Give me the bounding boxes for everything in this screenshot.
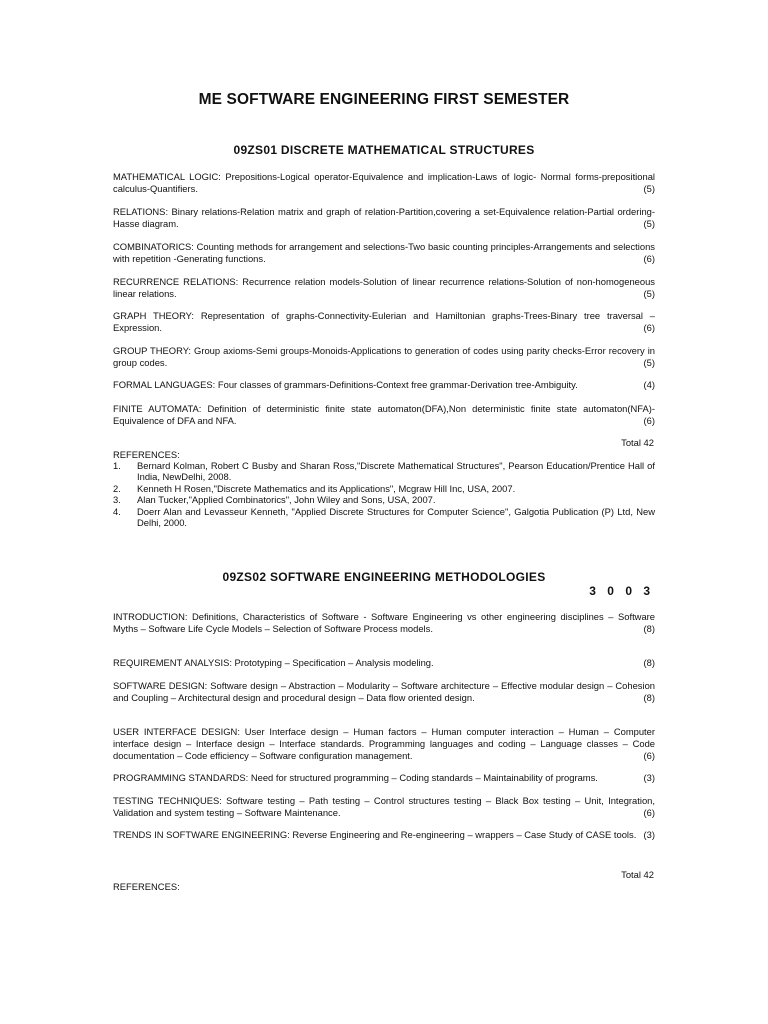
syllabus-topic: [113, 379, 655, 391]
topic-hours: (8): [643, 692, 655, 703]
references-heading: REFERENCES:: [113, 449, 180, 460]
topic-hours: (6): [643, 750, 655, 761]
syllabus-topic: [113, 680, 655, 704]
total-hours: Total 42: [621, 437, 654, 448]
reference-number: 4.: [113, 505, 121, 517]
syllabus-topic: [113, 657, 655, 669]
topic-hours: (3): [643, 829, 655, 840]
topic-text: GRAPH THEORY: Representation of graphs-Connectivity-Eulerian and Hamiltonian graphs-Trees-Binary tree traversal – Expression.: [113, 310, 655, 333]
syllabus-topic: [113, 206, 655, 230]
syllabus-topic: [113, 241, 655, 265]
topic-text: REQUIREMENT ANALYSIS: Prototyping – Specification – Analysis modeling.: [113, 657, 434, 668]
references-list: [113, 460, 655, 528]
course-title: 09ZS02 SOFTWARE ENGINEERING METHODOLOGIES: [222, 570, 546, 584]
topic-text: RELATIONS: Binary relations-Relation matrix and graph of relation-Partition,covering a set-Equivalence relation-Partial ordering-Hasse diagram.: [113, 206, 655, 229]
syllabus-topic: [113, 276, 655, 300]
syllabus-topic: [113, 726, 655, 762]
topic-hours: (4): [643, 379, 655, 390]
topic-text: INTRODUCTION: Definitions, Characteristics of Software - Software Engineering vs other engineering disciplines – Software Myths – Software Life Cycle Models – Selection of Software Process models.: [113, 611, 655, 634]
reference-number: 1.: [113, 460, 121, 471]
topic-hours: (5): [643, 357, 655, 368]
topic-text: FORMAL LANGUAGES: Four classes of grammars-Definitions-Context free grammar-Derivation tree-Ambiguity.: [113, 379, 578, 390]
course-title: 09ZS01 DISCRETE MATHEMATICAL STRUCTURES: [233, 143, 535, 157]
reference-number: 2.: [113, 482, 121, 494]
topic-hours: (6): [643, 807, 655, 818]
syllabus-topic: [113, 403, 655, 427]
syllabus-topic: [113, 171, 655, 195]
topic-text: PROGRAMMING STANDARDS: Need for structured programming – Coding standards – Maintainability of programs.: [113, 772, 598, 783]
syllabus-topic: [113, 345, 655, 369]
topic-text: SOFTWARE DESIGN: Software design – Abstraction – Modularity – Software architecture – Effective modular design – Cohesion and Coupling – Architectural design and procedural design – Data flow oriented design.: [113, 680, 655, 703]
syllabus-topic: [113, 829, 655, 841]
topic-text: MATHEMATICAL LOGIC: Prepositions-Logical operator-Equivalence and implication-Laws of logic- Normal forms-prepositional calculus-Quantifiers.: [113, 171, 655, 194]
reference-item: [113, 460, 655, 483]
topic-hours: (6): [643, 253, 655, 264]
topic-text: RECURRENCE RELATIONS: Recurrence relation models-Solution of linear recurrence relations-Solution of non-homogeneous linear relations.: [113, 276, 655, 299]
reference-number: 3.: [113, 494, 121, 506]
topic-hours: (5): [643, 218, 655, 229]
topic-text: TESTING TECHNIQUES: Software testing – Path testing – Control structures testing – Black Box testing – Unit, Integration, Validation and system testing – Software Maintenance.: [113, 795, 655, 818]
reference-item: [113, 494, 655, 505]
syllabus-topic: [113, 611, 655, 635]
topic-text: COMBINATORICS: Counting methods for arrangement and selections-Two basic counting principles-Arrangements and selections with repetition -Generating functions.: [113, 241, 655, 264]
reference-text: Bernard Kolman, Robert C Busby and Sharan Ross,"Discrete Mathematical Structures", Pearson Education/Prentice Hall of India, NewDelhi, 2008.: [137, 460, 655, 483]
reference-text: Alan Tucker,"Applied Combinatorics", John Wiley and Sons, USA, 2007.: [137, 494, 436, 506]
topic-text: TRENDS IN SOFTWARE ENGINEERING: Reverse Engineering and Re-engineering – wrappers – Case Study of CASE tools.: [113, 829, 637, 840]
topic-text: GROUP THEORY: Group axioms-Semi groups-Monoids-Applications to generation of codes using parity checks-Error recovery in group codes.: [113, 345, 655, 368]
topic-hours: (6): [643, 322, 655, 333]
page-title: ME SOFTWARE ENGINEERING FIRST SEMESTER: [198, 91, 570, 108]
reference-text: Kenneth H Rosen,"Discrete Mathematics and its Applications", Mcgraw Hill Inc, USA, 2007.: [137, 482, 516, 494]
reference-item: [113, 506, 655, 529]
topic-hours: (5): [643, 288, 655, 299]
references-heading: REFERENCES:: [113, 881, 180, 892]
syllabus-topic: [113, 310, 655, 334]
topic-hours: (3): [643, 772, 655, 783]
total-hours: Total 42: [621, 869, 654, 880]
topic-hours: (8): [643, 623, 655, 634]
topic-hours: (8): [643, 657, 655, 668]
topic-text: USER INTERFACE DESIGN: User Interface design – Human factors – Human computer interaction – Human – Computer interface design – Interface design – Interface standards. Programming languages and coding – Language classes – Code documentation – Code efficiency – Software configuration management.: [113, 726, 655, 761]
syllabus-topic: [113, 795, 655, 819]
reference-text: Doerr Alan and Levasseur Kenneth, "Applied Discrete Structures for Computer Science", Galgotia Publication (P) Ltd, New Delhi, 2000.: [137, 505, 655, 529]
reference-item: [113, 483, 655, 494]
credits-label: 3 0 0 3: [589, 584, 654, 598]
topic-hours: (5): [643, 183, 655, 194]
topic-text: FINITE AUTOMATA: Definition of deterministic finite state automaton(DFA),Non deterministic finite state automaton(NFA)- Equivalence of DFA and NFA.: [113, 403, 655, 426]
topic-hours: (6): [643, 415, 655, 426]
syllabus-topic: [113, 772, 655, 784]
